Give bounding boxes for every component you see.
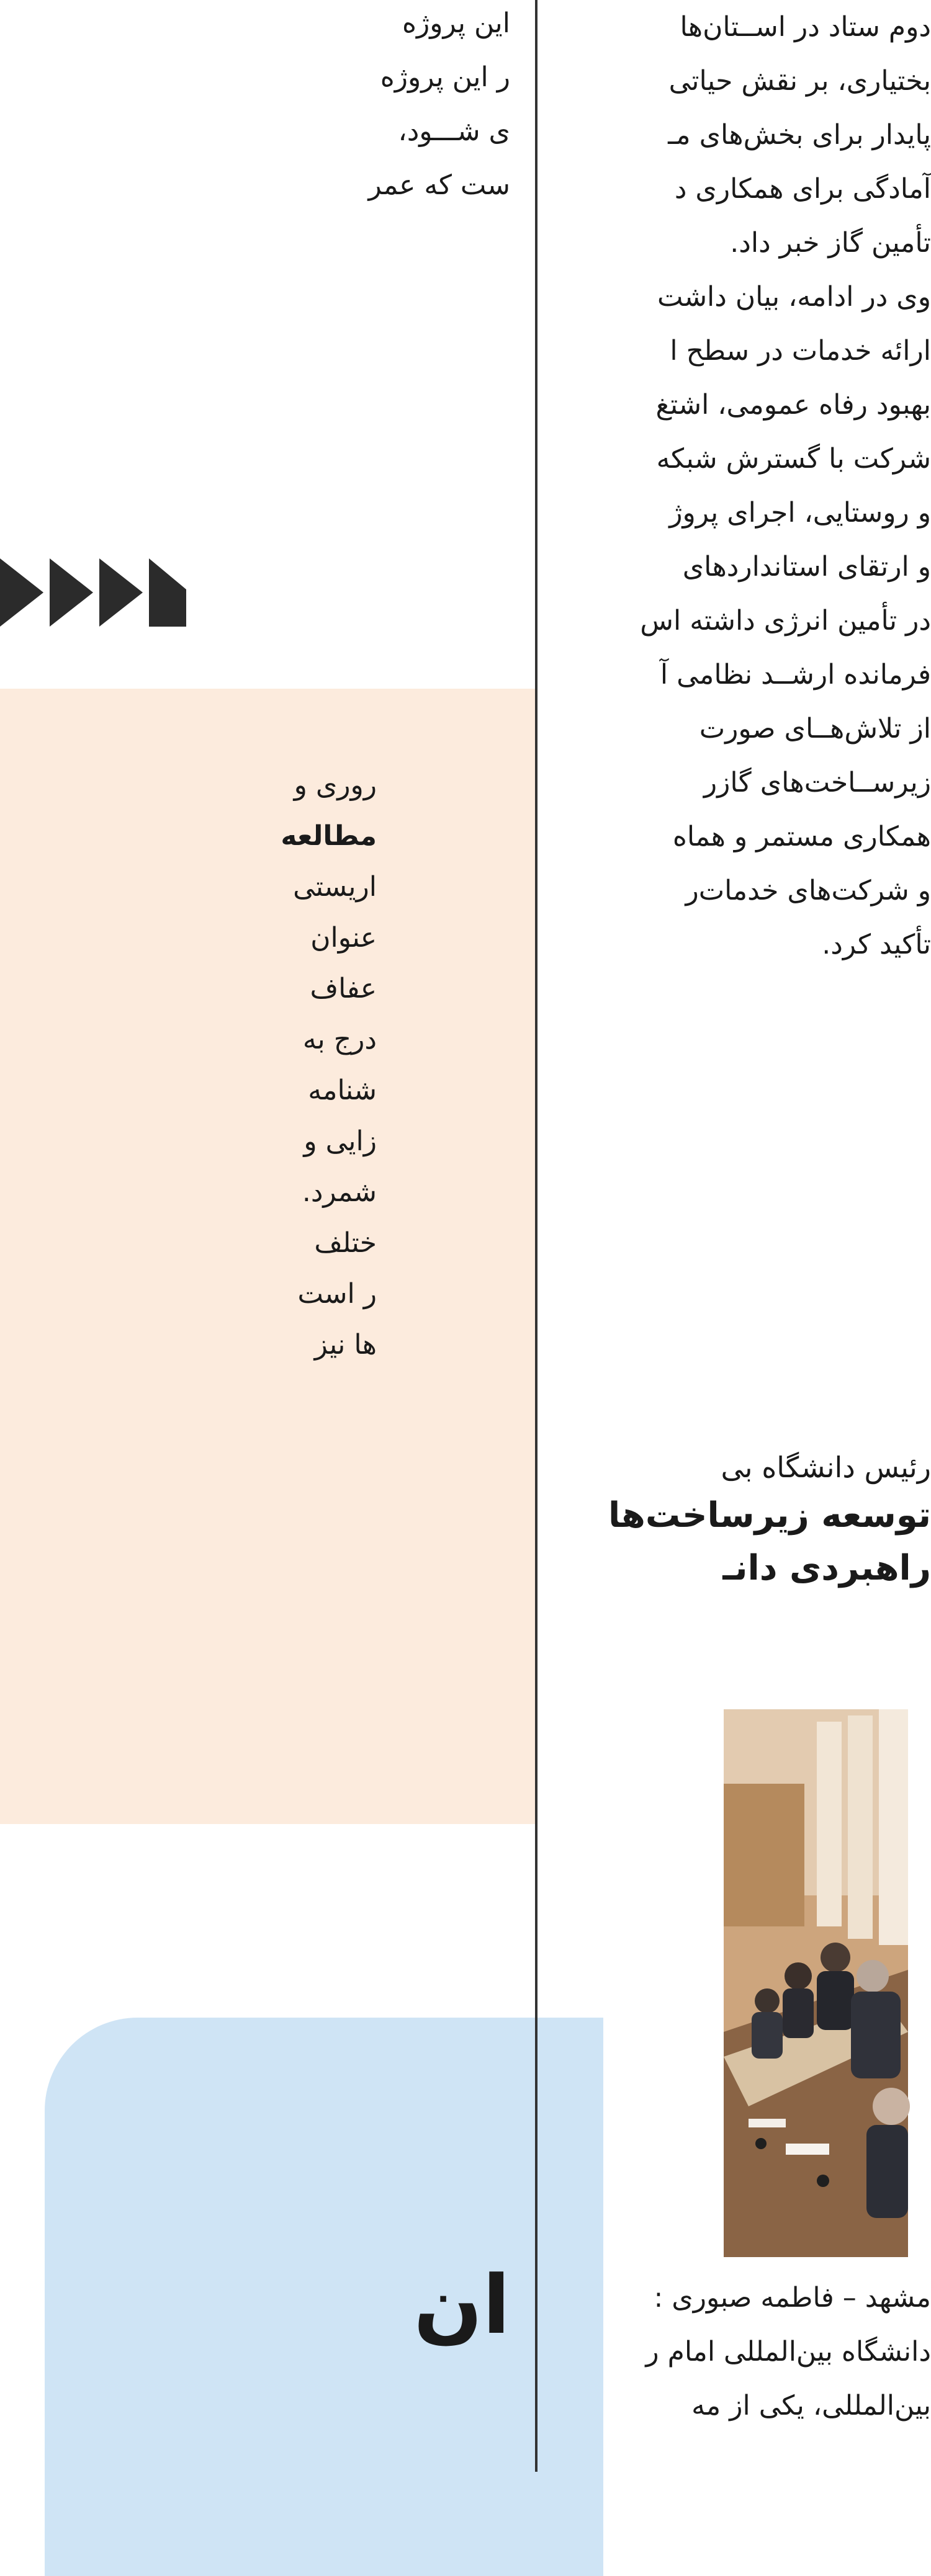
text-line: و روستایی، اجرای پروژ: [669, 497, 931, 529]
box-line: عنوان: [310, 922, 377, 954]
arrow-mark: [0, 558, 43, 627]
text-line: همکاری مستمر و هماه: [672, 821, 931, 852]
box-line: ختلف: [314, 1227, 377, 1259]
text-line: از تلاش‌هــای صورت: [699, 713, 931, 745]
text-line: بین‌المللی، یکی از مه: [691, 2390, 931, 2422]
meeting-photo: [724, 1709, 908, 2257]
text-line: فرمانده ارشــد نظامی آ: [660, 659, 931, 691]
text-line: دانشگاه بین‌المللی امام ر: [645, 2336, 931, 2368]
text-line: دوم ستاد در اســتان‌ها: [680, 11, 931, 43]
box-line: ر است: [297, 1278, 377, 1310]
article-kicker: رئیس دانشگاه بی: [721, 1451, 931, 1484]
text-line: ی شـــود،: [398, 115, 510, 147]
text-line: بختیاری، بر نقش حیاتی: [668, 65, 931, 97]
article-body: [186, 0, 931, 972]
text-line: وی در ادامه، بیان داشت: [657, 281, 931, 313]
box-line: عفاف: [310, 973, 377, 1004]
text-line: ارائه خدمات در سطح ا: [670, 335, 931, 367]
text-line: شرکت با گسترش شبکه: [656, 443, 931, 475]
text-line: این پروژه: [402, 7, 510, 39]
section-heading: ان: [413, 2258, 510, 2352]
headline-line: توسعه زیرساخت‌ها: [608, 1495, 931, 1536]
text-line: بهبود رفاه عمومی، اشتغ: [655, 389, 931, 421]
text-line: تأمین گاز خبر داد.: [730, 227, 931, 259]
right-column: [608, 0, 931, 2472]
text-line: ر این پروژه: [380, 61, 510, 93]
box-line: شنامه: [308, 1075, 377, 1106]
box-line: اریستی: [293, 871, 377, 903]
meeting-photo-illustration: [724, 1709, 908, 2257]
box-line-bold: مطالعه: [281, 820, 377, 852]
text-line: آمادگی برای همکاری د: [674, 173, 931, 205]
text-line: زیرســاخت‌های گازر: [703, 767, 931, 798]
text-line: و ارتقای استانداردهای: [682, 551, 931, 583]
text-line: ست که عمر: [368, 169, 510, 201]
article-2-body: [186, 2271, 931, 2433]
text-line: پایدار برای بخش‌های مـ: [668, 119, 931, 151]
text-line: تأکید کرد.: [822, 929, 931, 960]
text-line: و شرکت‌های خدمات‌ر: [685, 875, 931, 906]
arrow-mark: [99, 558, 143, 627]
arrow-mark: [50, 558, 93, 627]
box-line: درج به: [302, 1024, 377, 1055]
box-line: ها نیز: [314, 1329, 377, 1361]
box-line: شمرد.: [302, 1176, 377, 1208]
text-line: در تأمین انرژی داشته اس: [640, 605, 931, 637]
box-line: زایی و: [304, 1125, 377, 1157]
box-line: روری و: [294, 769, 377, 801]
arrow-mark: [149, 558, 186, 627]
arrow-marks-decoration: [0, 546, 186, 645]
article-headline: [608, 1489, 931, 1594]
headline-line: راهبردی دانـ: [722, 1548, 931, 1588]
text-line: مشهد – فاطمه صبوری :: [654, 2282, 931, 2314]
